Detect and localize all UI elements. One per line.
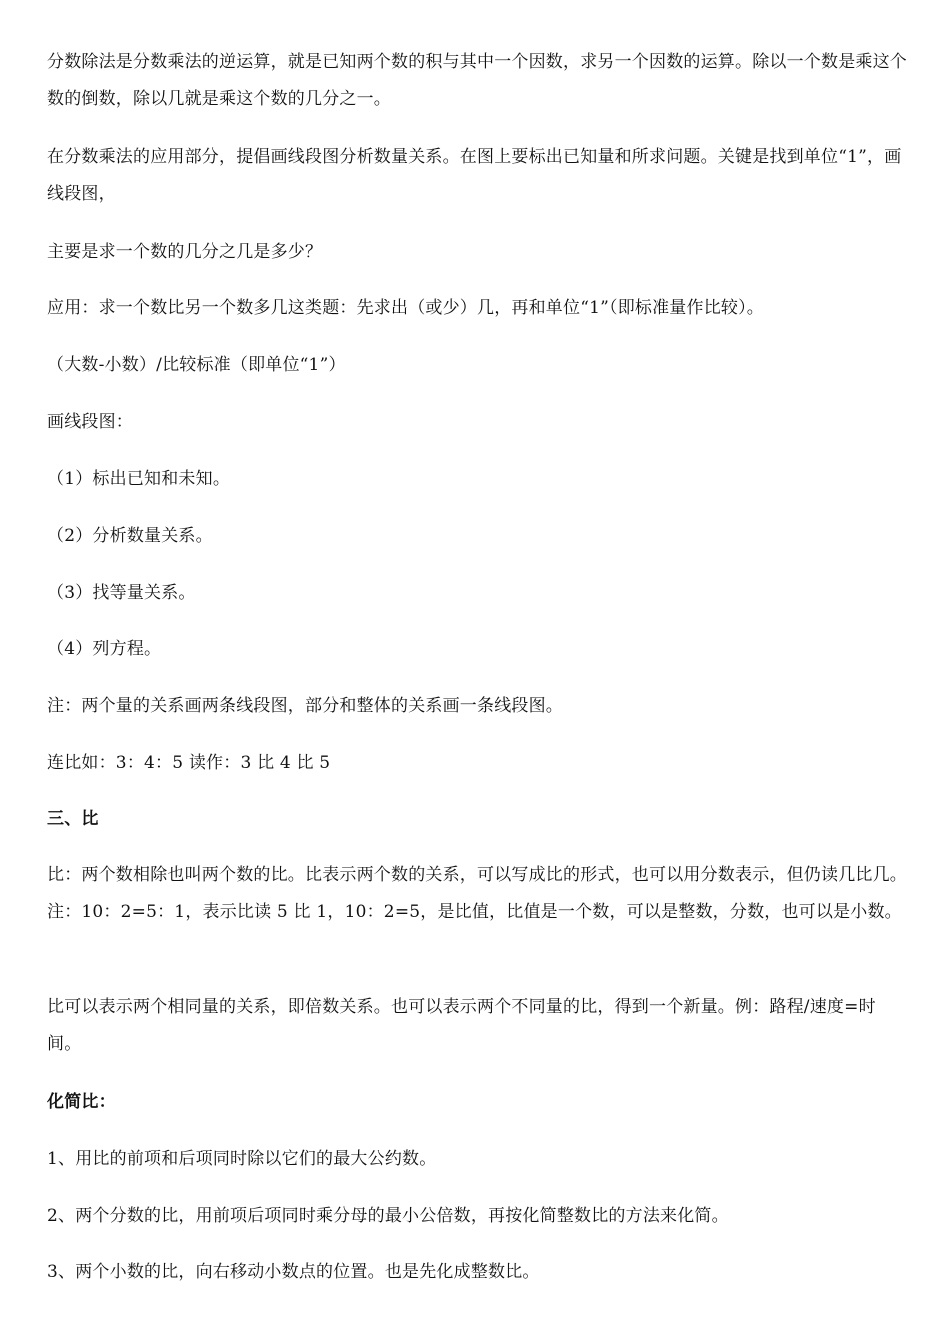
section-heading-ratio: 三、比	[47, 809, 99, 829]
paragraph-application: 应用：求一个数比另一个数多几这类题：先求出（或少）几，再和单位“1”（即标准量作比较）。	[47, 298, 764, 318]
list-item-step-3: （3）找等量关系。	[47, 583, 196, 603]
paragraph-ratio-definition: 比：两个数相除也叫两个数的比。比表示两个数的关系，可以写成比的形式，也可以用分数表示，但仍读几比几。注：10：2=5：1，表示比读 5 比 1，10：2=5，是比值，比值是一个数，可以是整数，分数，也可以是小数。	[47, 865, 907, 922]
list-item-step-4: （4）列方程。	[47, 639, 162, 659]
list-item-simplify-3: 3、两个小数的比，向右移动小数点的位置。也是先化成整数比。	[47, 1262, 540, 1282]
paragraph-main-question: 主要是求一个数的几分之几是多少？	[47, 242, 323, 262]
paragraph-ratio-relations: 比可以表示两个相同量的关系，即倍数关系。也可以表示两个不同量的比，得到一个新量。例：路程/速度=时间。	[47, 997, 876, 1054]
list-item-simplify-1: 1、用比的前项和后项同时除以它们的最大公约数。	[47, 1149, 437, 1169]
list-item-step-1: （1）标出已知和未知。	[47, 469, 231, 489]
document-page	[47, 0, 907, 1344]
subheading-simplify-ratio: 化简比：	[47, 1092, 116, 1112]
paragraph-continuous-ratio: 连比如：3：4：5 读作：3 比 4 比 5	[47, 753, 331, 773]
paragraph-line-diagram-intro: 在分数乘法的应用部分，提倡画线段图分析数量关系。在图上要标出已知量和所求问题。关键是找到单位“1”，画线段图，	[47, 147, 902, 204]
list-item-step-2: （2）分析数量关系。	[47, 526, 213, 546]
paragraph-fraction-division: 分数除法是分数乘法的逆运算，就是已知两个数的积与其中一个因数，求另一个因数的运算。除以一个数是乘这个数的倒数，除以几就是乘这个数的几分之一。	[47, 52, 907, 109]
paragraph-note: 注：两个量的关系画两条线段图，部分和整体的关系画一条线段图。	[47, 696, 563, 716]
list-item-simplify-2: 2、两个分数的比，用前项后项同时乘分母的最小公倍数，再按化简整数比的方法来化简。	[47, 1206, 729, 1226]
paragraph-draw-line-diagram: 画线段图：	[47, 412, 133, 432]
paragraph-formula: （大数-小数）/比较标准（即单位“1”）	[47, 355, 346, 375]
